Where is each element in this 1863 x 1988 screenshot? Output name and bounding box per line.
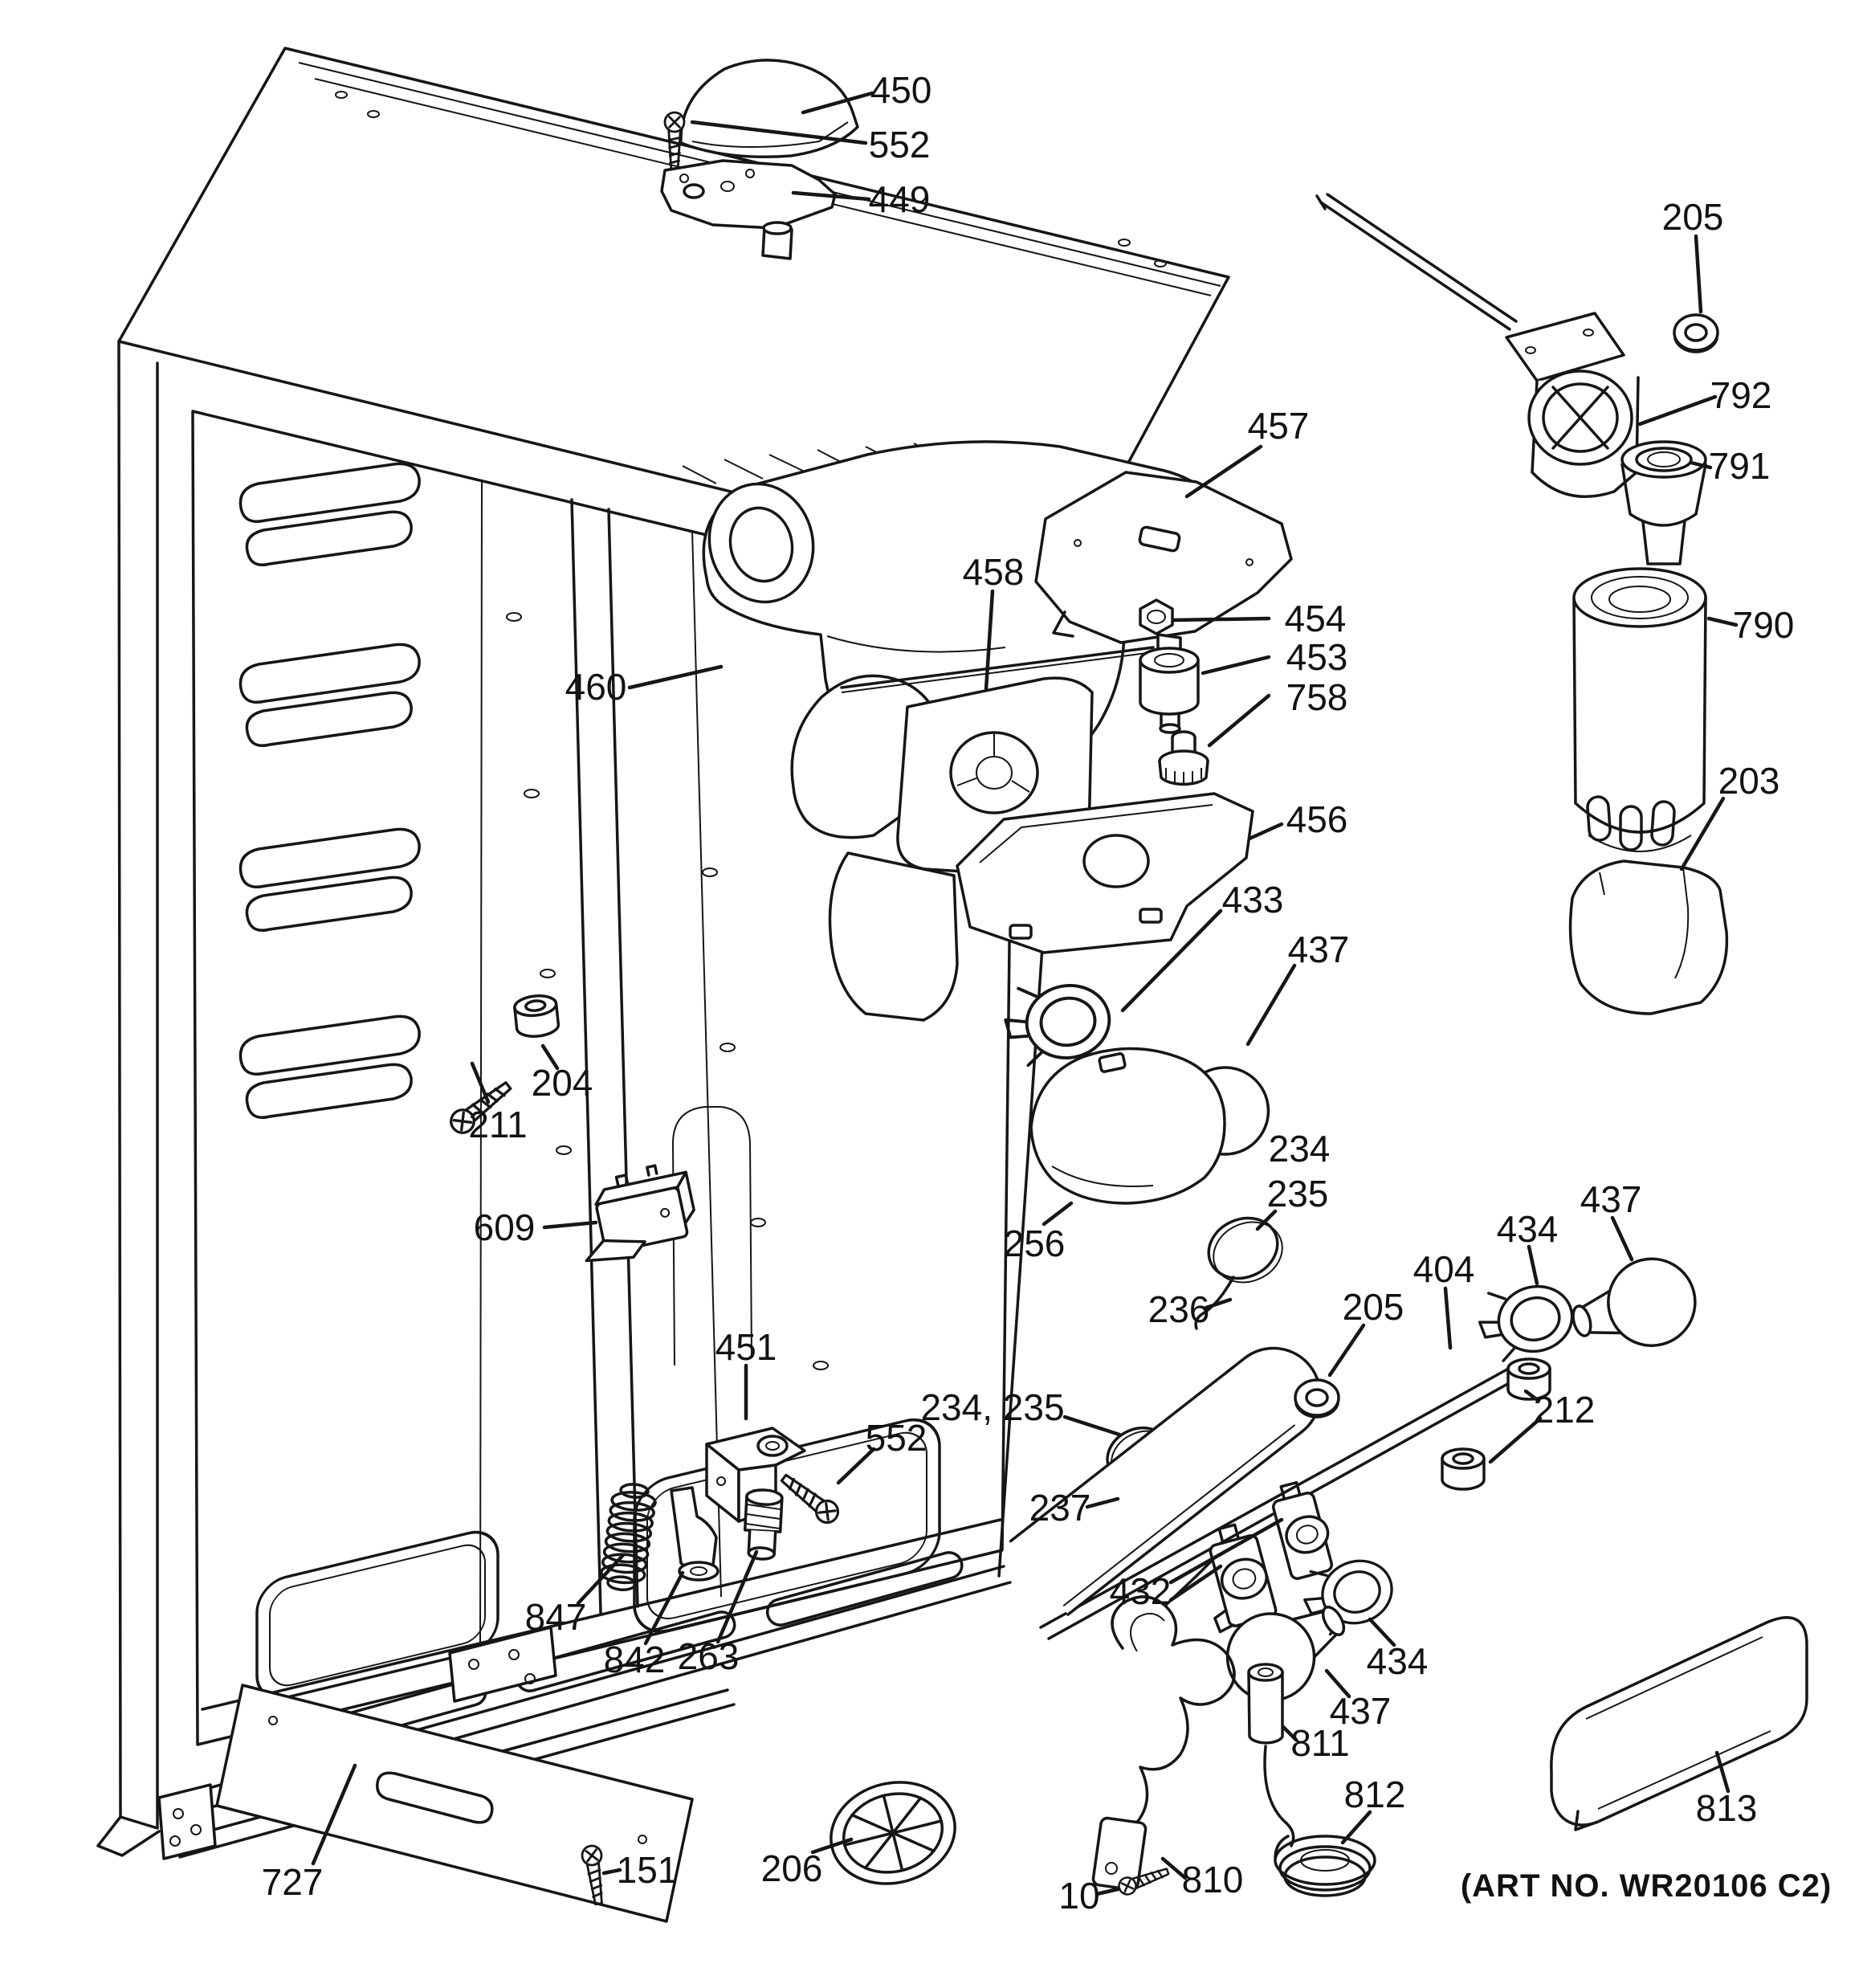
callout-256: 256 [1003,1223,1066,1264]
callout-10: 10 [1058,1875,1100,1917]
callout-art-no: (ART NO. WR20106 C2) [1460,1868,1832,1904]
callout-212: 212 [1533,1389,1596,1431]
callout-205-mid: 205 [1342,1286,1404,1328]
callout-458: 458 [962,551,1025,593]
callout-437-bottom: 437 [1329,1690,1392,1732]
callout-812: 812 [1343,1774,1406,1815]
callout-727: 727 [261,1861,324,1903]
callout-404: 404 [1413,1248,1475,1290]
callout-204: 204 [531,1062,593,1104]
callout-790: 790 [1732,604,1795,646]
callout-792: 792 [1710,374,1772,416]
callout-437-top: 437 [1287,929,1350,970]
callout-451: 451 [715,1326,777,1368]
callout-811: 811 [1290,1722,1350,1764]
callout-847: 847 [524,1596,587,1638]
callout-434-bottom: 434 [1366,1640,1429,1682]
callout-236: 236 [1148,1288,1210,1330]
callout-263: 263 [677,1635,740,1677]
callout-434-mid: 434 [1496,1208,1559,1250]
callout-206: 206 [760,1847,823,1889]
callout-813: 813 [1695,1787,1758,1829]
callout-453: 453 [1286,636,1348,678]
callout-235: 235 [1266,1173,1329,1214]
callout-234: 234 [1268,1128,1331,1170]
callout-433: 433 [1221,879,1284,921]
callout-211: 211 [468,1104,528,1145]
callout-457: 457 [1247,405,1310,447]
callout-151: 151 [616,1849,679,1891]
callout-842: 842 [603,1639,666,1680]
callout-205-top: 205 [1661,196,1724,238]
callout-810: 810 [1181,1859,1244,1900]
callout-552-bottom: 552 [865,1417,927,1459]
callout-237: 237 [1029,1487,1091,1529]
callout-454: 454 [1284,598,1347,639]
callout-552-top: 552 [868,124,931,165]
callout-456: 456 [1286,798,1348,840]
callout-460: 460 [565,666,627,708]
callout-437-mid: 437 [1580,1178,1642,1220]
callout-791: 791 [1708,445,1771,487]
callout-449: 449 [868,178,931,220]
callout-758: 758 [1286,676,1348,718]
callout-609: 609 [473,1206,536,1248]
callout-203: 203 [1718,760,1780,802]
callout-450: 450 [870,69,932,111]
callout-432: 432 [1109,1570,1172,1612]
callout-234-235: 234, 235 [920,1386,1065,1428]
